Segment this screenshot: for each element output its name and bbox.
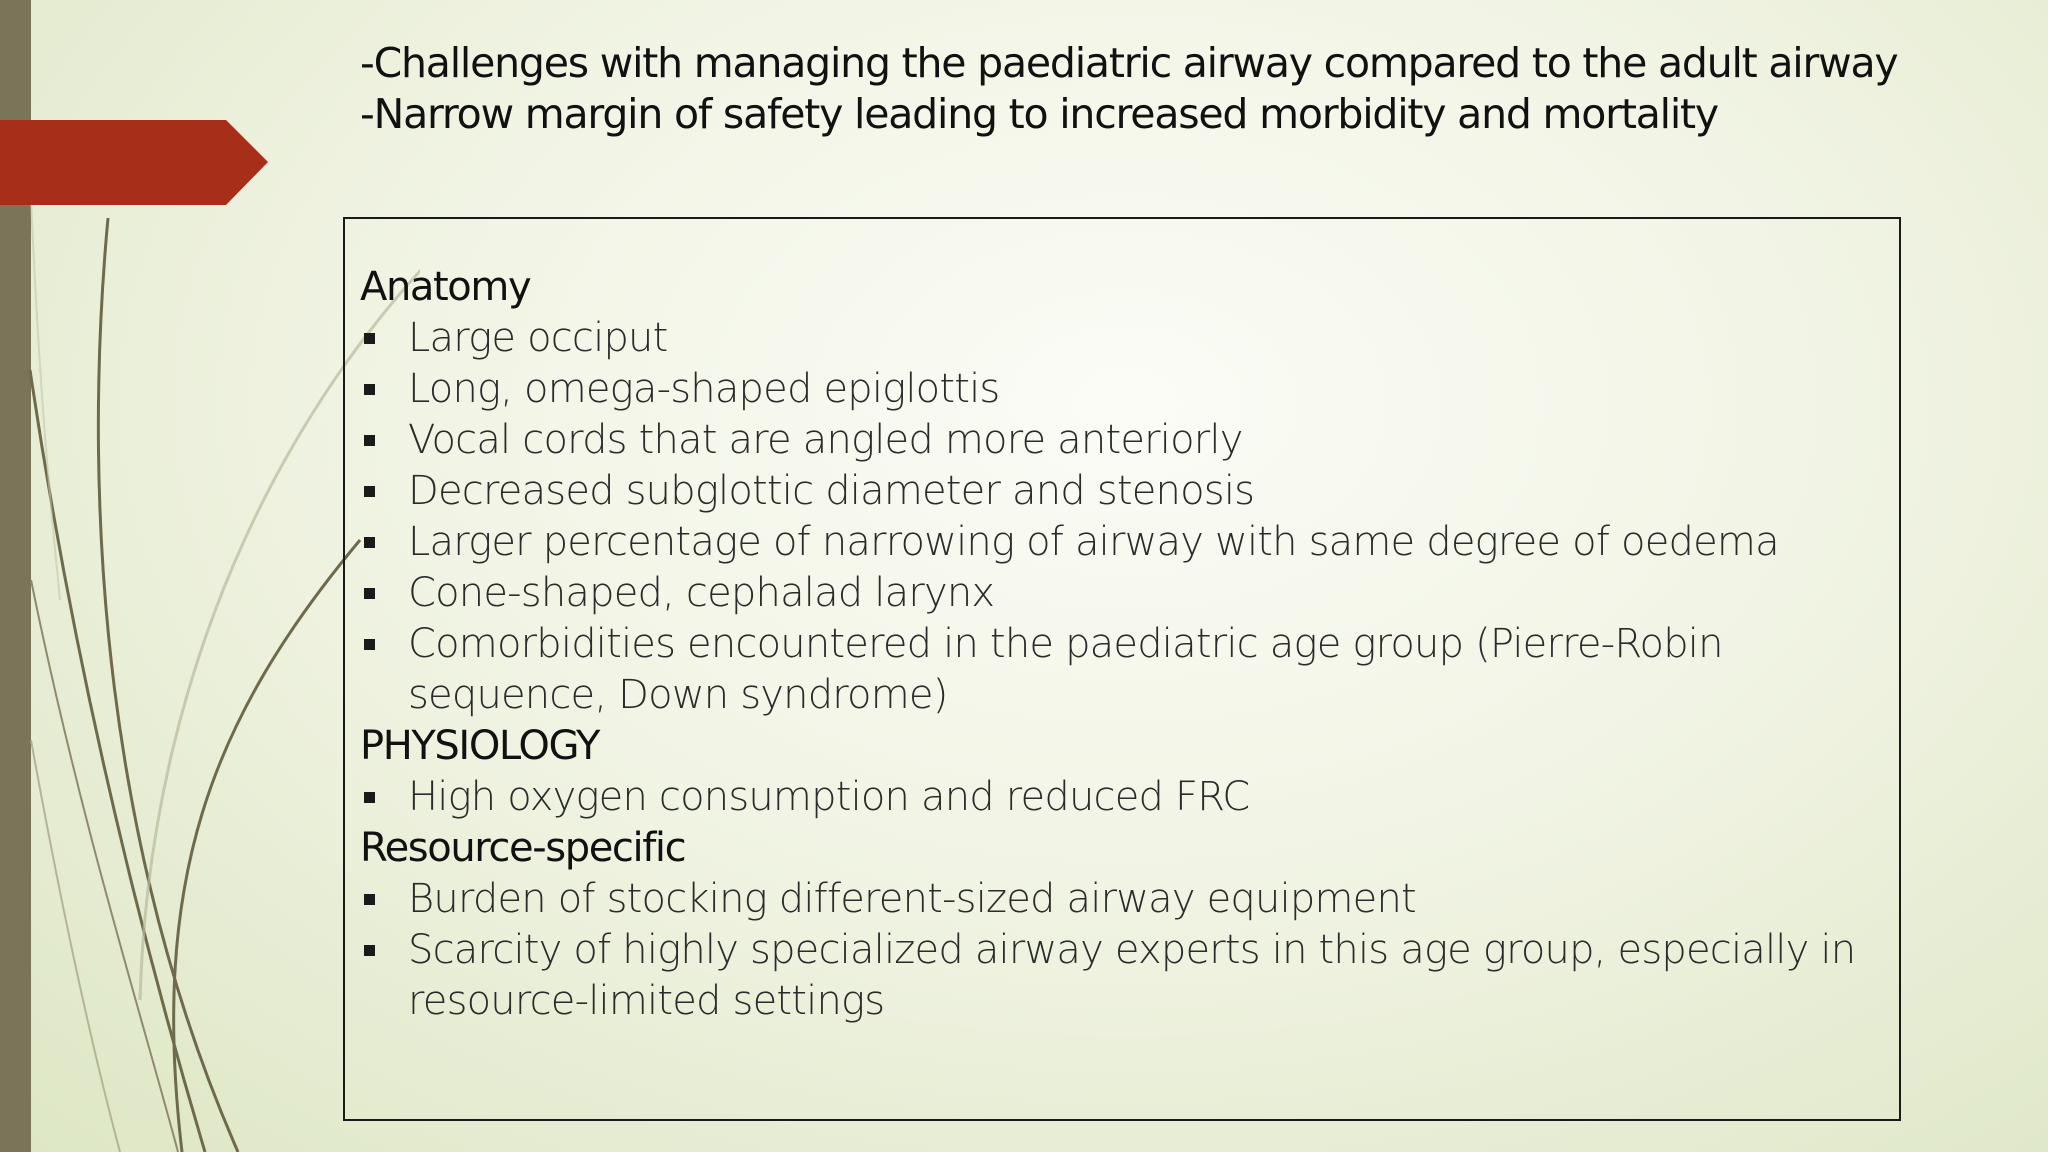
bullet-icon: [364, 894, 375, 905]
bullet-icon: [364, 945, 375, 956]
content-body: [360, 262, 1880, 1027]
list-item-text: Long, omega-shaped epiglottis: [408, 366, 1000, 412]
anatomy-list: [360, 313, 1880, 721]
list-item: [360, 364, 1880, 415]
physiology-list: [360, 772, 1880, 823]
section-heading-physiology: PHYSIOLOGY: [360, 723, 600, 769]
accent-arrow-tab: [0, 120, 268, 205]
bullet-icon: [364, 792, 375, 803]
header-line-1: -Challenges with managing the paediatric airway compared to the adult airway: [360, 39, 1898, 87]
list-item: [360, 313, 1880, 364]
bullet-icon: [364, 588, 375, 599]
bullet-icon: [364, 333, 375, 344]
section-heading-resource-specific: Resource-specific: [360, 825, 686, 871]
list-item: [360, 925, 1880, 1027]
list-item: [360, 619, 1880, 721]
list-item-text: Large occiput: [408, 315, 668, 361]
list-item-text: Larger percentage of narrowing of airway with same degree of oedema: [408, 519, 1779, 565]
list-item: [360, 568, 1880, 619]
list-item-text: Scarcity of highly specialized airway experts in this age group, especially in resource-limited settings: [408, 927, 1856, 1024]
bullet-icon: [364, 537, 375, 548]
list-item: [360, 466, 1880, 517]
list-item-text: Vocal cords that are angled more anteriorly: [408, 417, 1243, 463]
slide-header: [360, 38, 2020, 140]
list-item-text: High oxygen consumption and reduced FRC: [408, 774, 1250, 820]
header-line-2: -Narrow margin of safety leading to increased morbidity and mortality: [360, 90, 1718, 138]
list-item-text: Comorbidities encountered in the paediatric age group (Pierre-Robin sequence, Down syndrome): [408, 621, 1723, 718]
list-item-text: Cone-shaped, cephalad larynx: [408, 570, 995, 616]
section-heading-anatomy: Anatomy: [360, 264, 531, 310]
bullet-icon: [364, 639, 375, 650]
bullet-icon: [364, 384, 375, 395]
list-item: [360, 772, 1880, 823]
list-item-text: Decreased subglottic diameter and stenosis: [408, 468, 1255, 514]
list-item: [360, 415, 1880, 466]
resource-list: [360, 874, 1880, 1027]
list-item-text: Burden of stocking different-sized airway equipment: [408, 876, 1416, 922]
bullet-icon: [364, 435, 375, 446]
list-item: [360, 874, 1880, 925]
list-item: [360, 517, 1880, 568]
bullet-icon: [364, 486, 375, 497]
